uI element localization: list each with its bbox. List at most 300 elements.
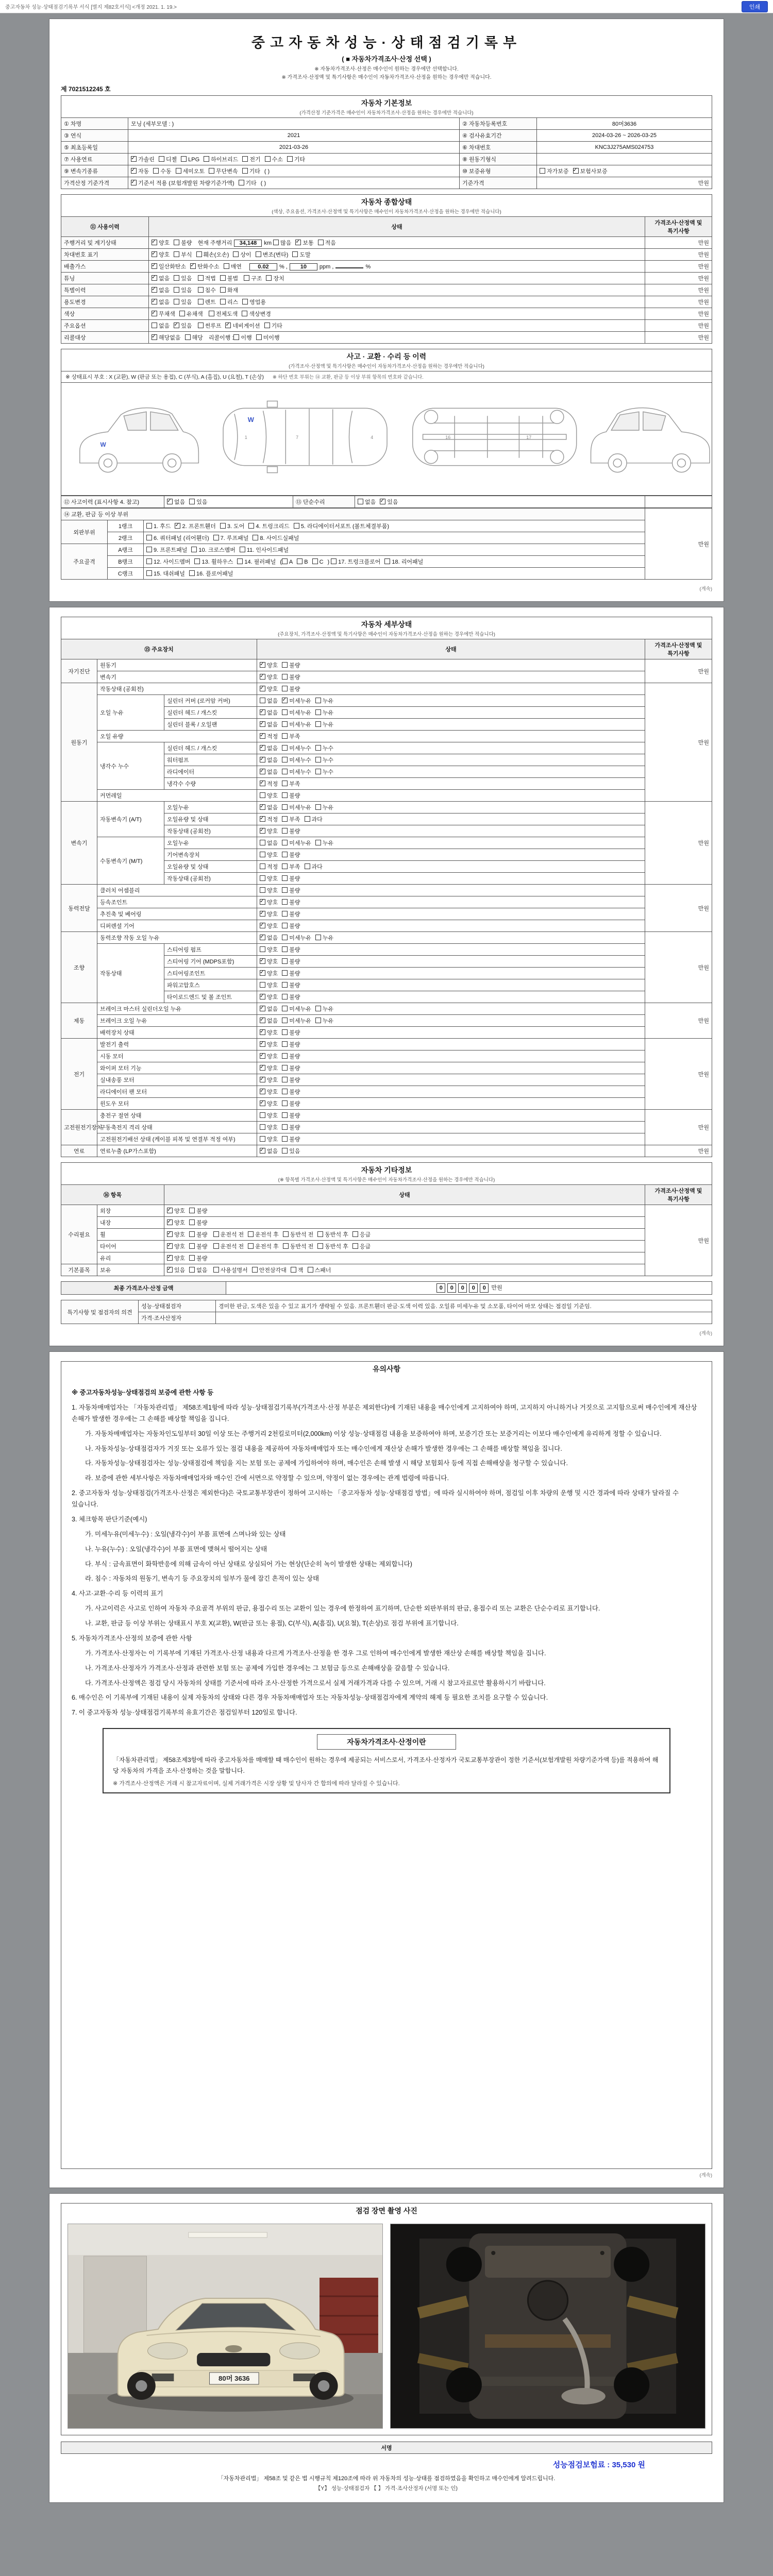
checkbox-5. 라디에이터서포트 (볼트체결부품)[interactable]	[294, 522, 389, 530]
checkbox-불량[interactable]	[282, 874, 300, 883]
checkbox-box[interactable]	[209, 311, 214, 316]
checkbox-box[interactable]	[260, 923, 265, 928]
checkbox-무단변속[interactable]	[209, 167, 238, 175]
checkbox-box[interactable]	[194, 558, 200, 564]
checkbox-box[interactable]	[260, 1041, 265, 1047]
print-button[interactable]: 인쇄	[742, 1, 768, 12]
checkbox-box[interactable]	[264, 323, 270, 328]
checkbox-box[interactable]	[209, 168, 214, 174]
checkbox-없음[interactable]	[260, 756, 278, 764]
checkbox-box[interactable]	[174, 275, 179, 281]
checkbox-box[interactable]	[131, 168, 137, 174]
checkbox-없음[interactable]	[260, 839, 278, 847]
checkbox-누유[interactable]	[315, 1005, 333, 1013]
checkbox-이행[interactable]	[233, 333, 251, 342]
checkbox-box[interactable]	[292, 251, 298, 257]
checkbox-불량[interactable]	[282, 1064, 300, 1072]
checkbox-불량[interactable]	[282, 957, 300, 965]
checkbox-불량[interactable]	[282, 1099, 300, 1108]
checkbox-box[interactable]	[282, 982, 288, 988]
checkbox-box[interactable]	[282, 852, 288, 857]
checkbox-기타[interactable]	[242, 167, 260, 175]
checkbox-box[interactable]	[260, 1029, 265, 1035]
checkbox-불량[interactable]	[282, 898, 300, 906]
checkbox-불량[interactable]	[282, 945, 300, 954]
checkbox-box[interactable]	[282, 887, 288, 893]
checkbox-불량[interactable]	[189, 1254, 207, 1262]
checkbox-2. 프론트휀더[interactable]	[175, 522, 215, 530]
checkbox-box[interactable]	[253, 535, 258, 540]
checkbox-적법[interactable]	[198, 274, 216, 282]
checkbox-보통[interactable]	[295, 239, 313, 247]
checkbox-box[interactable]	[224, 263, 229, 269]
checkbox-box[interactable]	[283, 1231, 289, 1237]
checkbox-box[interactable]	[282, 935, 288, 940]
checkbox-box[interactable]	[315, 757, 321, 762]
checkbox-적정[interactable]	[260, 815, 278, 823]
checkbox-미이행[interactable]	[256, 333, 280, 342]
checkbox-box[interactable]	[242, 299, 248, 304]
checkbox-기타[interactable]	[287, 155, 305, 163]
checkbox-box[interactable]	[282, 923, 288, 928]
checkbox-미세누수[interactable]	[282, 768, 311, 776]
checkbox-box[interactable]	[167, 1219, 173, 1225]
checkbox-box[interactable]	[282, 911, 288, 917]
checkbox-box[interactable]	[260, 1089, 265, 1094]
checkbox-box[interactable]	[282, 757, 288, 762]
checkbox-box[interactable]	[315, 840, 321, 845]
checkbox-미세누유[interactable]	[282, 1016, 311, 1025]
checkbox-17. 트렁크플로어[interactable]	[331, 557, 380, 566]
checkbox-누유[interactable]	[315, 697, 333, 705]
checkbox-운전석 전[interactable]	[213, 1230, 244, 1239]
checkbox-양호[interactable]	[260, 1123, 278, 1131]
checkbox-동반석 후[interactable]	[317, 1230, 348, 1239]
checkbox-box[interactable]	[260, 1053, 265, 1059]
checkbox-세미오토[interactable]	[176, 167, 205, 175]
checkbox-box[interactable]	[260, 662, 265, 668]
checkbox-box[interactable]	[159, 156, 164, 162]
checkbox-없음[interactable]	[152, 321, 170, 330]
checkbox-B[interactable]	[297, 558, 308, 565]
checkbox-box[interactable]	[248, 523, 254, 529]
checkbox-box[interactable]	[152, 263, 157, 269]
checkbox-불량[interactable]	[189, 1218, 207, 1227]
checkbox-box[interactable]	[282, 1148, 288, 1154]
checkbox-불량[interactable]	[282, 1111, 300, 1120]
checkbox-10. 크로스멤버[interactable]	[191, 546, 235, 554]
checkbox-무채색[interactable]	[152, 310, 175, 318]
checkbox-C[interactable]	[312, 558, 324, 565]
checkbox-15. 대쉬패널[interactable]	[146, 569, 185, 578]
checkbox-없음[interactable]	[260, 1005, 278, 1013]
checkbox-썬루프[interactable]	[198, 321, 222, 330]
checkbox-box[interactable]	[260, 1018, 265, 1023]
checkbox-불량[interactable]	[282, 922, 300, 930]
checkbox-없음[interactable]	[358, 498, 376, 506]
checkbox-운전석 후[interactable]	[248, 1230, 279, 1239]
checkbox-불량[interactable]	[189, 1230, 207, 1239]
checkbox-누수[interactable]	[315, 744, 333, 752]
checkbox-동반석 전[interactable]	[283, 1230, 314, 1239]
checkbox-6. 쿼터패널 (리어휀더)[interactable]	[146, 534, 209, 542]
checkbox-box[interactable]	[282, 721, 288, 727]
checkbox-box[interactable]	[260, 840, 265, 845]
checkbox-box[interactable]	[198, 323, 204, 328]
checkbox-box[interactable]	[198, 275, 204, 281]
checkbox-있음[interactable]	[380, 498, 398, 506]
checkbox-미세누유[interactable]	[282, 720, 311, 728]
checkbox-누유[interactable]	[315, 1016, 333, 1025]
checkbox-box[interactable]	[315, 698, 321, 703]
checkbox-box[interactable]	[233, 251, 239, 257]
checkbox-양호[interactable]	[260, 1052, 278, 1060]
checkbox-box[interactable]	[260, 935, 265, 940]
checkbox-없음[interactable]	[260, 803, 278, 811]
checkbox-불량[interactable]	[282, 1123, 300, 1131]
checkbox-보험사보증[interactable]	[573, 167, 608, 175]
checkbox-12. 사이드멤버[interactable]	[146, 557, 190, 566]
checkbox-box[interactable]	[152, 311, 157, 316]
checkbox-box[interactable]	[189, 1219, 195, 1225]
checkbox-없음[interactable]	[260, 720, 278, 728]
checkbox-불량[interactable]	[282, 886, 300, 894]
checkbox-box[interactable]	[294, 523, 299, 529]
checkbox-box[interactable]	[352, 1243, 358, 1249]
checkbox-훼손(오손)[interactable]	[196, 250, 229, 259]
checkbox-box[interactable]	[131, 156, 137, 162]
checkbox-7. 루프패널[interactable]	[213, 534, 249, 542]
checkbox-양호[interactable]	[260, 993, 278, 1001]
checkbox-box[interactable]	[176, 168, 181, 174]
checkbox-box[interactable]	[260, 1148, 265, 1154]
checkbox-box[interactable]	[167, 499, 173, 504]
checkbox-18. 리어패널[interactable]	[384, 557, 423, 566]
checkbox-box[interactable]	[283, 1243, 289, 1249]
checkbox-box[interactable]	[282, 816, 288, 822]
checkbox-불량[interactable]	[282, 1040, 300, 1048]
checkbox-있음[interactable]	[189, 498, 207, 506]
checkbox-box[interactable]	[146, 570, 152, 576]
checkbox-불량[interactable]	[282, 993, 300, 1001]
checkbox-해당없음[interactable]	[152, 333, 181, 342]
checkbox-자동[interactable]	[131, 167, 149, 175]
checkbox-양호[interactable]	[167, 1254, 185, 1262]
checkbox-box[interactable]	[189, 570, 195, 576]
checkbox-불량[interactable]	[282, 791, 300, 800]
checkbox-box[interactable]	[198, 299, 204, 304]
checkbox-box[interactable]	[196, 251, 202, 257]
checkbox-누유[interactable]	[315, 803, 333, 811]
checkbox-양호[interactable]	[260, 922, 278, 930]
checkbox-box[interactable]	[282, 1089, 288, 1094]
checkbox-기준서 적용 (보험개발원 차량기준가액)[interactable]	[131, 179, 234, 187]
checkbox-양호[interactable]	[260, 851, 278, 859]
checkbox-box[interactable]	[189, 1243, 195, 1249]
checkbox-불량[interactable]	[282, 827, 300, 835]
checkbox-box[interactable]	[282, 1053, 288, 1059]
checkbox-양호[interactable]	[167, 1230, 185, 1239]
checkbox-없음[interactable]	[260, 1016, 278, 1025]
checkbox-box[interactable]	[191, 547, 197, 552]
checkbox-box[interactable]	[260, 1124, 265, 1130]
checkbox-box[interactable]	[204, 156, 209, 162]
checkbox-box[interactable]	[318, 240, 324, 245]
checkbox-box[interactable]	[315, 935, 321, 940]
checkbox-도말[interactable]	[292, 250, 310, 259]
checkbox-box[interactable]	[260, 757, 265, 762]
checkbox-사용설명서[interactable]	[213, 1266, 248, 1274]
checkbox-box[interactable]	[282, 1124, 288, 1130]
checkbox-box[interactable]	[260, 698, 265, 703]
checkbox-box[interactable]	[189, 1208, 195, 1213]
checkbox-box[interactable]	[384, 558, 390, 564]
checkbox-미세누유[interactable]	[282, 934, 311, 942]
checkbox-부족[interactable]	[282, 815, 300, 823]
checkbox-불량[interactable]	[282, 851, 300, 859]
checkbox-수소[interactable]	[265, 155, 283, 163]
checkbox-양호[interactable]	[260, 791, 278, 800]
checkbox-침수[interactable]	[198, 286, 216, 294]
checkbox-box[interactable]	[152, 334, 157, 340]
checkbox-응급[interactable]	[352, 1242, 371, 1250]
checkbox-box[interactable]	[167, 1255, 173, 1261]
checkbox-누수[interactable]	[315, 768, 333, 776]
checkbox-양호[interactable]	[260, 1040, 278, 1048]
checkbox-box[interactable]	[242, 156, 248, 162]
checkbox-box[interactable]	[260, 958, 265, 964]
checkbox-있음[interactable]	[174, 298, 192, 306]
checkbox-box[interactable]	[305, 816, 310, 822]
checkbox-없음[interactable]	[260, 768, 278, 776]
checkbox-box[interactable]	[282, 994, 288, 999]
checkbox-있음[interactable]	[174, 286, 192, 294]
checkbox-불량[interactable]	[282, 981, 300, 989]
checkbox-box[interactable]	[315, 1006, 321, 1011]
checkbox-box[interactable]	[220, 275, 226, 281]
checkbox-없음[interactable]	[260, 1147, 278, 1155]
checkbox-box[interactable]	[282, 769, 288, 774]
checkbox-box[interactable]	[152, 287, 157, 293]
checkbox-탄화수소[interactable]	[190, 262, 220, 270]
checkbox-양호[interactable]	[260, 685, 278, 693]
checkbox-box[interactable]	[146, 558, 152, 564]
checkbox-box[interactable]	[260, 709, 265, 715]
checkbox-box[interactable]	[252, 1267, 258, 1273]
checkbox-box[interactable]	[315, 804, 321, 810]
checkbox-box[interactable]	[260, 804, 265, 810]
checkbox-box[interactable]	[152, 251, 157, 257]
checkbox-box[interactable]	[237, 558, 243, 564]
checkbox-양호[interactable]	[260, 1099, 278, 1108]
checkbox-box[interactable]	[315, 745, 321, 751]
checkbox-box[interactable]	[174, 323, 179, 328]
checkbox-부족[interactable]	[282, 862, 300, 871]
checkbox-수동[interactable]	[153, 167, 171, 175]
checkbox-box[interactable]	[282, 863, 288, 869]
checkbox-스패너[interactable]	[308, 1266, 331, 1274]
checkbox-box[interactable]	[198, 287, 204, 293]
checkbox-box[interactable]	[308, 1267, 313, 1273]
checkbox-box[interactable]	[305, 863, 310, 869]
checkbox-양호[interactable]	[260, 945, 278, 954]
checkbox-box[interactable]	[260, 1100, 265, 1106]
checkbox-box[interactable]	[282, 1041, 288, 1047]
checkbox-없음[interactable]	[189, 1266, 207, 1274]
checkbox-미세누유[interactable]	[282, 1005, 311, 1013]
checkbox-불량[interactable]	[282, 673, 300, 681]
checkbox-box[interactable]	[260, 745, 265, 751]
checkbox-자가보증[interactable]	[540, 167, 569, 175]
checkbox-box[interactable]	[260, 970, 265, 976]
checkbox-없음[interactable]	[260, 744, 278, 752]
checkbox-box[interactable]	[225, 323, 231, 328]
checkbox-8. 사이드실패널[interactable]	[253, 534, 299, 542]
checkbox-box[interactable]	[260, 781, 265, 786]
checkbox-양호[interactable]	[167, 1207, 185, 1215]
checkbox-box[interactable]	[260, 674, 265, 680]
checkbox-불량[interactable]	[282, 661, 300, 669]
checkbox-box[interactable]	[174, 299, 179, 304]
checkbox-구조[interactable]	[244, 274, 262, 282]
checkbox-box[interactable]	[190, 263, 196, 269]
checkbox-LPG[interactable]	[181, 156, 199, 163]
checkbox-box[interactable]	[189, 499, 195, 504]
checkbox-box[interactable]	[185, 334, 191, 340]
checkbox-box[interactable]	[282, 558, 288, 564]
checkbox-box[interactable]	[315, 721, 321, 727]
checkbox-리스[interactable]	[220, 298, 238, 306]
checkbox-부식[interactable]	[174, 250, 192, 259]
checkbox-box[interactable]	[282, 781, 288, 786]
checkbox-box[interactable]	[146, 547, 152, 552]
checkbox-box[interactable]	[242, 311, 247, 316]
checkbox-불량[interactable]	[189, 1207, 207, 1215]
checkbox-box[interactable]	[315, 709, 321, 715]
checkbox-box[interactable]	[282, 804, 288, 810]
checkbox-box[interactable]	[233, 334, 239, 340]
checkbox-box[interactable]	[266, 275, 272, 281]
checkbox-영업용[interactable]	[242, 298, 266, 306]
checkbox-동반석 후[interactable]	[317, 1242, 348, 1250]
checkbox-box[interactable]	[260, 1006, 265, 1011]
checkbox-양호[interactable]	[260, 661, 278, 669]
checkbox-box[interactable]	[282, 970, 288, 976]
checkbox-화재[interactable]	[220, 286, 238, 294]
checkbox-box[interactable]	[260, 792, 265, 798]
checkbox-box[interactable]	[260, 1077, 265, 1082]
checkbox-누유[interactable]	[315, 720, 333, 728]
checkbox-box[interactable]	[242, 168, 248, 174]
checkbox-동반석 전[interactable]	[283, 1242, 314, 1250]
checkbox-양호[interactable]	[260, 898, 278, 906]
checkbox-과다[interactable]	[305, 815, 323, 823]
checkbox-box[interactable]	[220, 287, 226, 293]
checkbox-네비게이션[interactable]	[225, 321, 260, 330]
checkbox-누유[interactable]	[315, 708, 333, 717]
checkbox-누유[interactable]	[315, 839, 333, 847]
checkbox-양호[interactable]	[260, 673, 278, 681]
checkbox-box[interactable]	[317, 1231, 323, 1237]
checkbox-색상변경[interactable]	[242, 310, 271, 318]
checkbox-box[interactable]	[265, 156, 271, 162]
checkbox-box[interactable]	[220, 523, 226, 529]
checkbox-box[interactable]	[260, 721, 265, 727]
checkbox-양호[interactable]	[152, 239, 170, 247]
checkbox-양호[interactable]	[260, 1111, 278, 1120]
checkbox-잭[interactable]	[291, 1266, 304, 1274]
checkbox-9. 프론트패널[interactable]	[146, 546, 187, 554]
checkbox-운전석 전[interactable]	[213, 1242, 244, 1250]
checkbox-양호[interactable]	[260, 874, 278, 883]
checkbox-box[interactable]	[260, 982, 265, 988]
checkbox-미세누유[interactable]	[282, 708, 311, 717]
checkbox-미세누유[interactable]	[282, 803, 311, 811]
checkbox-과다[interactable]	[305, 862, 323, 871]
checkbox-미세누유[interactable]	[282, 839, 311, 847]
checkbox-양호[interactable]	[260, 969, 278, 977]
checkbox-양호[interactable]	[167, 1242, 185, 1250]
checkbox-box[interactable]	[260, 1112, 265, 1118]
checkbox-box[interactable]	[260, 852, 265, 857]
checkbox-안전삼각대[interactable]	[252, 1266, 287, 1274]
checkbox-있음[interactable]	[174, 321, 192, 330]
checkbox-3. 도어[interactable]	[220, 522, 244, 530]
checkbox-box[interactable]	[174, 251, 179, 257]
checkbox-양호[interactable]	[152, 250, 170, 259]
checkbox-양호[interactable]	[260, 957, 278, 965]
checkbox-box[interactable]	[260, 911, 265, 917]
checkbox-기타[interactable]	[264, 321, 282, 330]
checkbox-box[interactable]	[240, 547, 245, 552]
checkbox-미세누수[interactable]	[282, 756, 311, 764]
checkbox-미세누수[interactable]	[282, 744, 311, 752]
checkbox-13. 휠하우스[interactable]	[194, 557, 233, 566]
checkbox-해당[interactable]	[185, 333, 203, 342]
checkbox-운전석 후[interactable]	[248, 1242, 279, 1250]
checkbox-16. 플로어패널[interactable]	[189, 569, 233, 578]
checkbox-많음[interactable]	[273, 239, 291, 247]
checkbox-양호[interactable]	[260, 886, 278, 894]
checkbox-불량[interactable]	[282, 969, 300, 977]
checkbox-양호[interactable]	[260, 1064, 278, 1072]
checkbox-양호[interactable]	[167, 1218, 185, 1227]
checkbox-적정[interactable]	[260, 779, 278, 788]
checkbox-box[interactable]	[282, 733, 288, 739]
checkbox-없음[interactable]	[152, 274, 170, 282]
checkbox-box[interactable]	[315, 769, 321, 774]
checkbox-전기[interactable]	[242, 155, 260, 163]
checkbox-box[interactable]	[244, 275, 249, 281]
checkbox-미세누유[interactable]	[282, 697, 311, 705]
checkbox-box[interactable]	[282, 709, 288, 715]
checkbox-적정[interactable]	[260, 862, 278, 871]
checkbox-box[interactable]	[260, 887, 265, 893]
checkbox-box[interactable]	[179, 311, 185, 316]
checkbox-box[interactable]	[213, 1267, 219, 1273]
checkbox-box[interactable]	[167, 1267, 173, 1273]
checkbox-양호[interactable]	[260, 827, 278, 835]
checkbox-양호[interactable]	[260, 910, 278, 918]
checkbox-불량[interactable]	[174, 239, 192, 247]
checkbox-A[interactable]	[282, 558, 293, 565]
checkbox-불량[interactable]	[282, 1135, 300, 1143]
checkbox-box[interactable]	[358, 499, 363, 504]
checkbox-없음[interactable]	[260, 934, 278, 942]
checkbox-box[interactable]	[152, 240, 157, 245]
checkbox-box[interactable]	[282, 1006, 288, 1011]
checkbox-부족[interactable]	[282, 779, 300, 788]
